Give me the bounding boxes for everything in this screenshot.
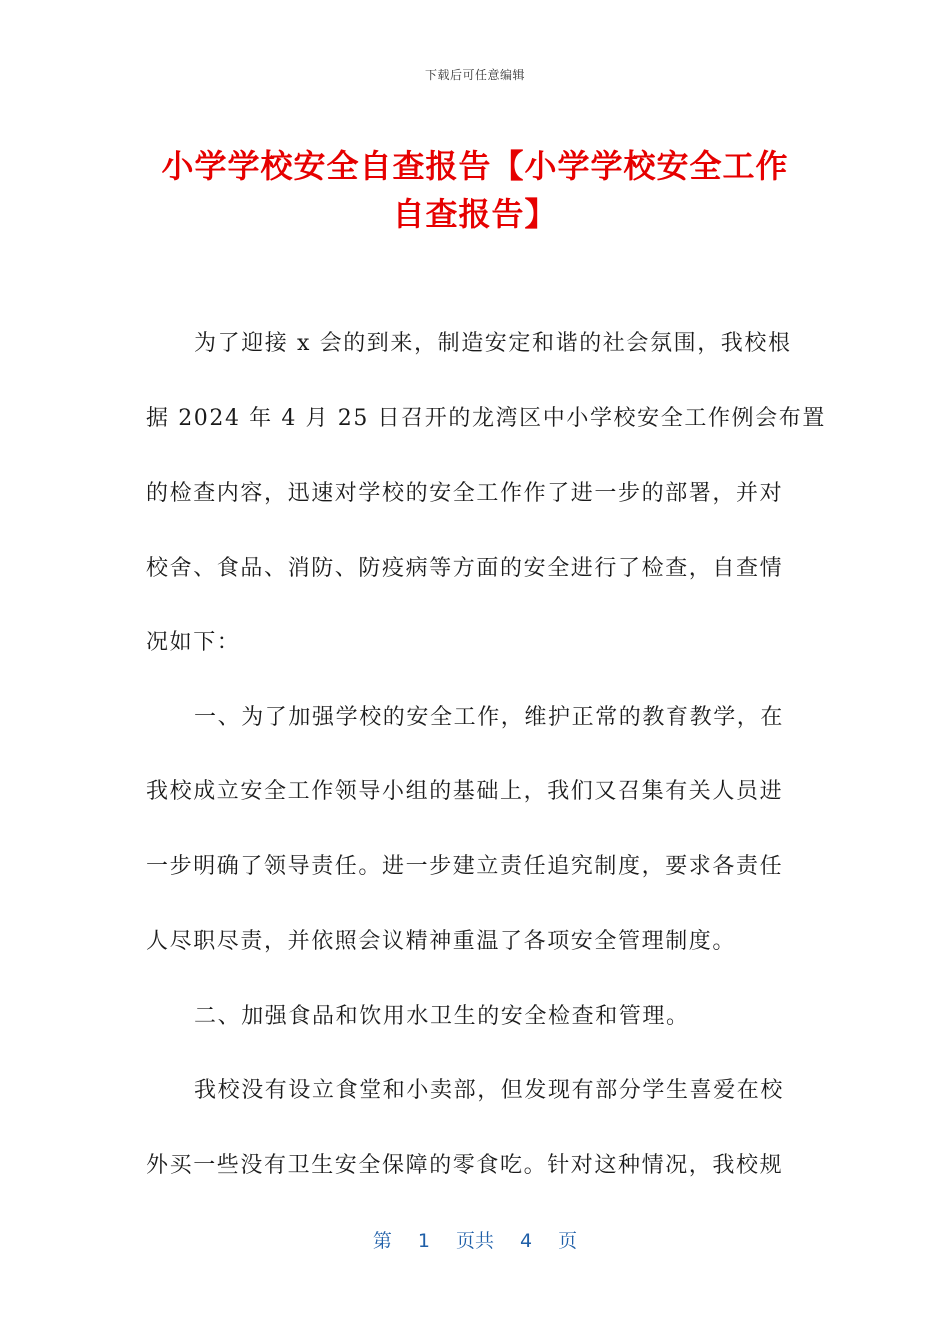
header-note: 下载后可任意编辑 [424, 68, 525, 82]
body-line: 外买一些没有卫生安全保障的零食吃。针对这种情况，我校规 [146, 1153, 784, 1178]
body-line: 据 2024 年 4 月 25 日召开的龙湾区中小学校安全工作例会布置 [146, 406, 826, 431]
footer-mid: 页共 [455, 1230, 494, 1252]
body-line: 况如下： [146, 630, 241, 655]
title-line-1: 小学学校安全自查报告【小学学校安全工作 [161, 147, 789, 185]
body-line: 校舍、食品、消防、防疫病等方面的安全进行了检查，自查情 [146, 556, 784, 581]
body-line: 二、加强食品和饮用水卫生的安全检查和管理。 [194, 1004, 690, 1029]
title-line-2: 自查报告】 [392, 195, 558, 233]
total-pages-number: 4 [520, 1230, 533, 1252]
body-line: 人尽职尽责，并依照会议精神重温了各项安全管理制度。 [146, 929, 737, 954]
body-line: 一、为了加强学校的安全工作，维护正常的教育教学，在 [194, 705, 785, 730]
current-page-number: 1 [417, 1230, 430, 1252]
body-line: 我校没有设立食堂和小卖部，但发现有部分学生喜爱在校 [194, 1078, 785, 1103]
footer-suffix: 页 [558, 1230, 578, 1252]
page-footer [0, 1226, 950, 1253]
footer-prefix: 第 [372, 1230, 392, 1252]
body-line: 我校成立安全工作领导小组的基础上，我们又召集有关人员进 [146, 779, 784, 804]
body-line: 的检查内容，迅速对学校的安全工作作了进一步的部署，并对 [146, 481, 784, 506]
document-title [120, 142, 830, 238]
body-line: 为了迎接 x 会的到来，制造安定和谐的社会氛围，我校根 [194, 331, 792, 356]
body-line: 一步明确了领导责任。进一步建立责任追究制度，要求各责任 [146, 854, 784, 879]
